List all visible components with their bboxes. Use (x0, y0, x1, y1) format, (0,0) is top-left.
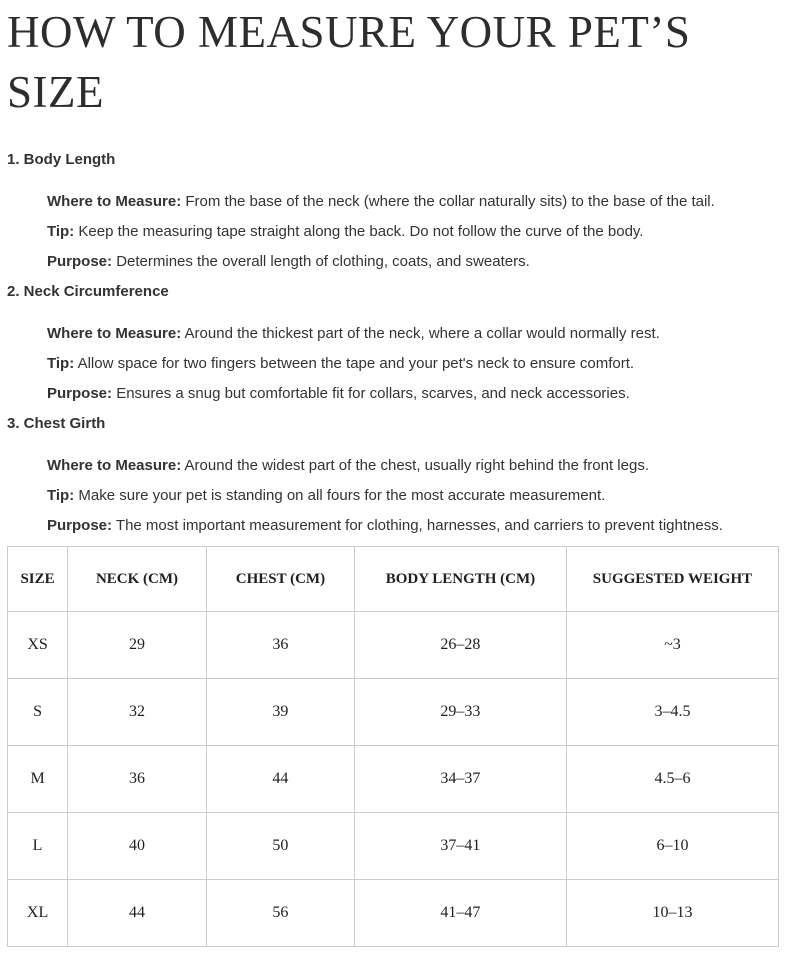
table-row-m (8, 746, 779, 813)
item-label: Where to Measure: (47, 457, 182, 474)
cell-suggested-weight: 10–13 (566, 880, 778, 947)
cell-neck: 44 (68, 880, 207, 947)
cell-suggested-weight: 6–10 (566, 813, 778, 880)
section-neck-circumference (7, 282, 779, 404)
cell-size: S (8, 679, 68, 746)
item-label: Where to Measure: (47, 325, 182, 342)
measure-item-tip (47, 222, 779, 242)
cell-size: XS (8, 612, 68, 679)
section-heading-body-length: 1. Body Length (7, 151, 116, 168)
table-row-xl (8, 880, 779, 947)
cell-chest: 39 (206, 679, 354, 746)
column-header-chest: CHEST (CM) (206, 547, 354, 612)
item-text: Around the widest part of the chest, usually right behind the front legs. (184, 457, 649, 474)
item-text: From the base of the neck (where the collar naturally sits) to the base of the tail. (185, 193, 715, 210)
item-text: Ensures a snug but comfortable fit for collars, scarves, and neck accessories. (116, 385, 630, 402)
item-text: Allow space for two fingers between the tape and your pet's neck to ensure comfort. (77, 355, 635, 372)
cell-body-length: 37–41 (354, 813, 566, 880)
measure-item-tip (47, 354, 779, 374)
item-text: Keep the measuring tape straight along the back. Do not follow the curve of the body. (78, 223, 644, 240)
cell-neck: 32 (68, 679, 207, 746)
column-header-suggested-weight: SUGGESTED WEIGHT (566, 547, 778, 612)
size-chart-table (7, 546, 779, 947)
measure-item-where (47, 324, 779, 344)
item-label: Purpose: (47, 385, 113, 402)
item-text: Determines the overall length of clothing, coats, and sweaters. (116, 253, 530, 270)
cell-chest: 56 (206, 880, 354, 947)
item-label: Purpose: (47, 253, 113, 270)
item-label: Tip: (47, 355, 75, 372)
cell-chest: 44 (206, 746, 354, 813)
column-header-neck: NECK (CM) (68, 547, 207, 612)
table-header-row (8, 547, 779, 612)
item-label: Where to Measure: (47, 193, 182, 210)
column-header-body-length: BODY LENGTH (CM) (354, 547, 566, 612)
cell-neck: 36 (68, 746, 207, 813)
item-label: Purpose: (47, 517, 113, 534)
cell-suggested-weight: 4.5–6 (566, 746, 778, 813)
cell-body-length: 26–28 (354, 612, 566, 679)
cell-neck: 29 (68, 612, 207, 679)
section-chest-girth (7, 414, 779, 536)
cell-size: XL (8, 880, 68, 947)
cell-size: L (8, 813, 68, 880)
table-row-s (8, 679, 779, 746)
cell-body-length: 34–37 (354, 746, 566, 813)
cell-suggested-weight: 3–4.5 (566, 679, 778, 746)
item-label: Tip: (47, 223, 75, 240)
measure-item-where (47, 456, 779, 476)
item-text: Make sure your pet is standing on all fours for the most accurate measurement. (78, 487, 606, 504)
measure-item-where (47, 192, 779, 212)
column-header-size: SIZE (8, 547, 68, 612)
item-text: Around the thickest part of the neck, where a collar would normally rest. (184, 325, 660, 342)
cell-size: M (8, 746, 68, 813)
cell-neck: 40 (68, 813, 207, 880)
table-row-l (8, 813, 779, 880)
page-title: HOW TO MEASURE YOUR PET’S SIZE (7, 7, 691, 117)
measure-item-purpose (47, 252, 779, 272)
measure-item-purpose (47, 516, 779, 536)
cell-suggested-weight: ~3 (566, 612, 778, 679)
item-text: The most important measurement for clothing, harnesses, and carriers to prevent tightness. (115, 517, 723, 534)
section-heading-chest-girth: 3. Chest Girth (7, 415, 106, 432)
cell-chest: 36 (206, 612, 354, 679)
measure-item-tip (47, 486, 779, 506)
cell-body-length: 29–33 (354, 679, 566, 746)
section-items (47, 324, 779, 404)
section-items (47, 192, 779, 272)
cell-chest: 50 (206, 813, 354, 880)
measure-item-purpose (47, 384, 779, 404)
section-body-length (7, 150, 779, 272)
item-label: Tip: (47, 487, 75, 504)
table-row-xs (8, 612, 779, 679)
section-heading-neck-circumference: 2. Neck Circumference (7, 283, 169, 300)
cell-body-length: 41–47 (354, 880, 566, 947)
section-items (47, 456, 779, 536)
